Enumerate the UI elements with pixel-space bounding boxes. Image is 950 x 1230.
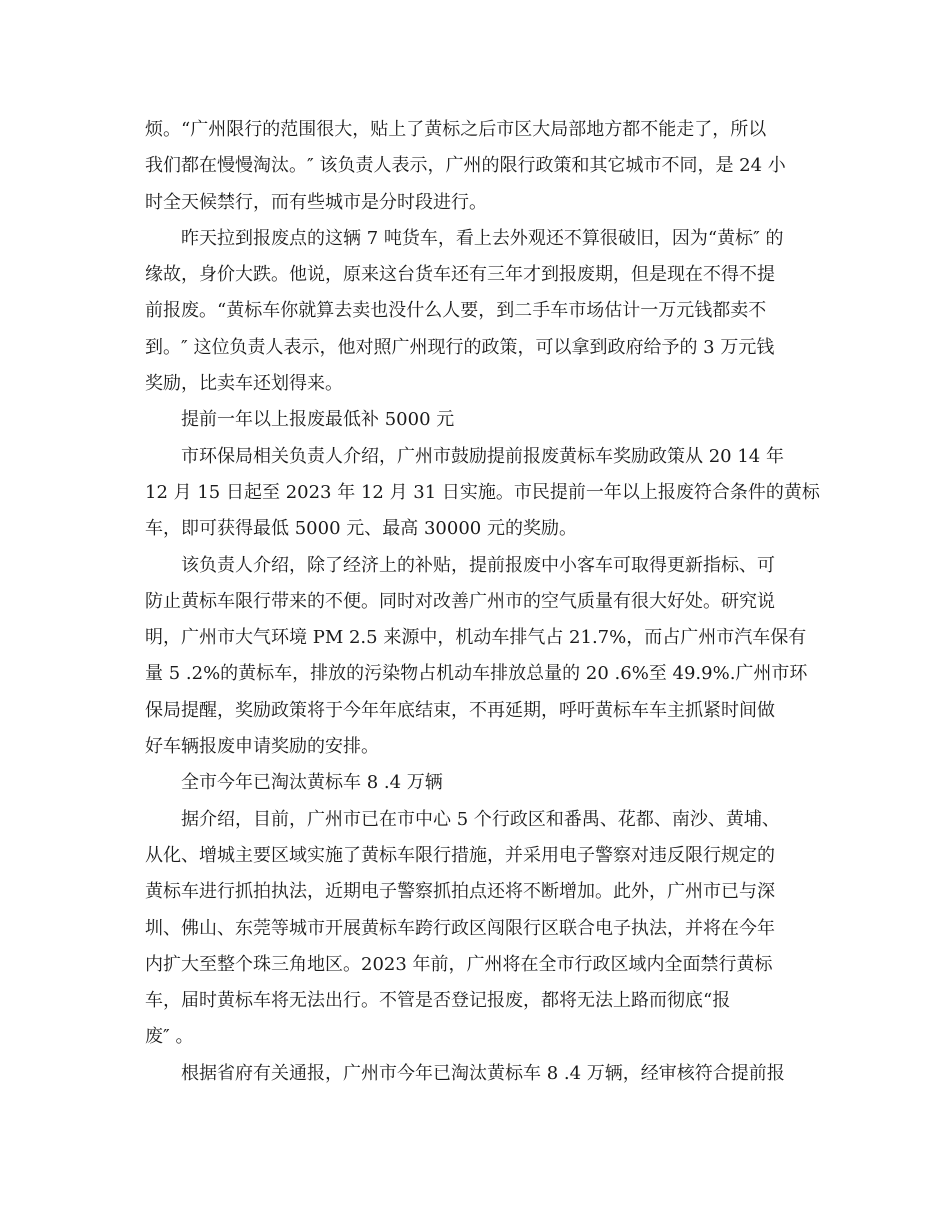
text-line-8: 奖励，比卖车还划得来。 (145, 373, 343, 395)
text-line-13: 该负责人介绍，除了经济上的补贴，提前报废中小客车可取得更新指标、可 (181, 554, 775, 576)
text-line-15: 明，广州市大气环境 PM 2.5 来源中，机动车排气占 21.7%，而占广州市汽车保有 (145, 627, 807, 649)
text-line-18: 好车辆报废申请奖励的安排。 (145, 736, 379, 758)
text-line-26: 废″ 。 (145, 1026, 194, 1048)
text-line-14: 防止黄标车限行带来的不便。同时对改善广州市的空气质量有很大好处。研究说 (145, 590, 775, 612)
text-line-10: 市环保局相关负责人介绍，广州市鼓励提前报废黄标车奖励政策从 20 14 年 (181, 445, 784, 467)
text-line-11: 12 月 15 日起至 2023 年 12 月 31 日实施。市民提前一年以上报废符合条件的黄标 (145, 481, 820, 503)
text-line-7: 到。″ 这位负责人表示，他对照广州现行的政策，可以拿到政府给予的 3 万元钱 (145, 336, 775, 358)
text-line-4: 昨天拉到报废点的这辆 7 吨货车，看上去外观还不算很破旧，因为“黄标″ 的 (181, 227, 784, 249)
text-line-25: 车，届时黄标车将无法出行。不管是否登记报废，都将无法上路而彻底“报 (145, 990, 731, 1012)
section-heading-eliminated: 全市今年已淘汰黄标车 8 .4 万辆 (181, 772, 443, 794)
text-line-17: 保局提醒，奖励政策将于今年年底结束，不再延期，呼吁黄标车车主抓紧时间做 (145, 699, 775, 721)
text-line-22: 黄标车进行抓拍执法，近期电子警察抓拍点还将不断增加。此外，广州市已与深 (145, 881, 775, 903)
text-line-2: 我们都在慢慢淘汰。″ 该负责人表示，广州的限行政策和其它城市不同，是 24 小 (145, 155, 786, 177)
text-line-1: 烦。“广州限行的范围很大，贴上了黄标之后市区大局部地方都不能走了，所以 (145, 119, 767, 140)
text-line-16: 量 5 .2%的黄标车，排放的污染物占机动车排放总量的 20 .6%至 49.9%.广州市环 (145, 663, 808, 685)
section-heading-subsidy: 提前一年以上报废最低补 5000 元 (181, 409, 455, 431)
text-line-12: 车，即可获得最低 5000 元、最高 30000 元的奖励。 (145, 518, 577, 540)
document-body (145, 112, 820, 1092)
text-line-27: 根据省府有关通报，广州市今年已淘汰黄标车 8 .4 万辆，经审核符合提前报 (181, 1062, 785, 1084)
text-line-23: 圳、佛山、东莞等城市开展黄标车跨行政区闯限行区联合电子执法，并将在今年 (145, 917, 775, 939)
text-line-5: 缘故，身价大跌。他说，原来这台货车还有三年才到报废期，但是现在不得不提 (145, 264, 775, 286)
text-line-6: 前报废。“黄标车你就算去卖也没什么人要，到二手车市场估计一万元钱都卖不 (145, 300, 767, 322)
text-line-24: 内扩大至整个珠三角地区。2023 年前，广州将在全市行政区域内全面禁行黄标 (145, 953, 773, 975)
text-line-20: 据介绍，目前，广州市已在市中心 5 个行政区和番禺、花都、南沙、黄埔、 (181, 808, 780, 830)
text-line-21: 从化、增城主要区域实施了黄标车限行措施，并采用电子警察对违反限行规定的 (145, 844, 775, 866)
text-line-3: 时全天候禁行，而有些城市是分时段进行。 (145, 191, 487, 213)
